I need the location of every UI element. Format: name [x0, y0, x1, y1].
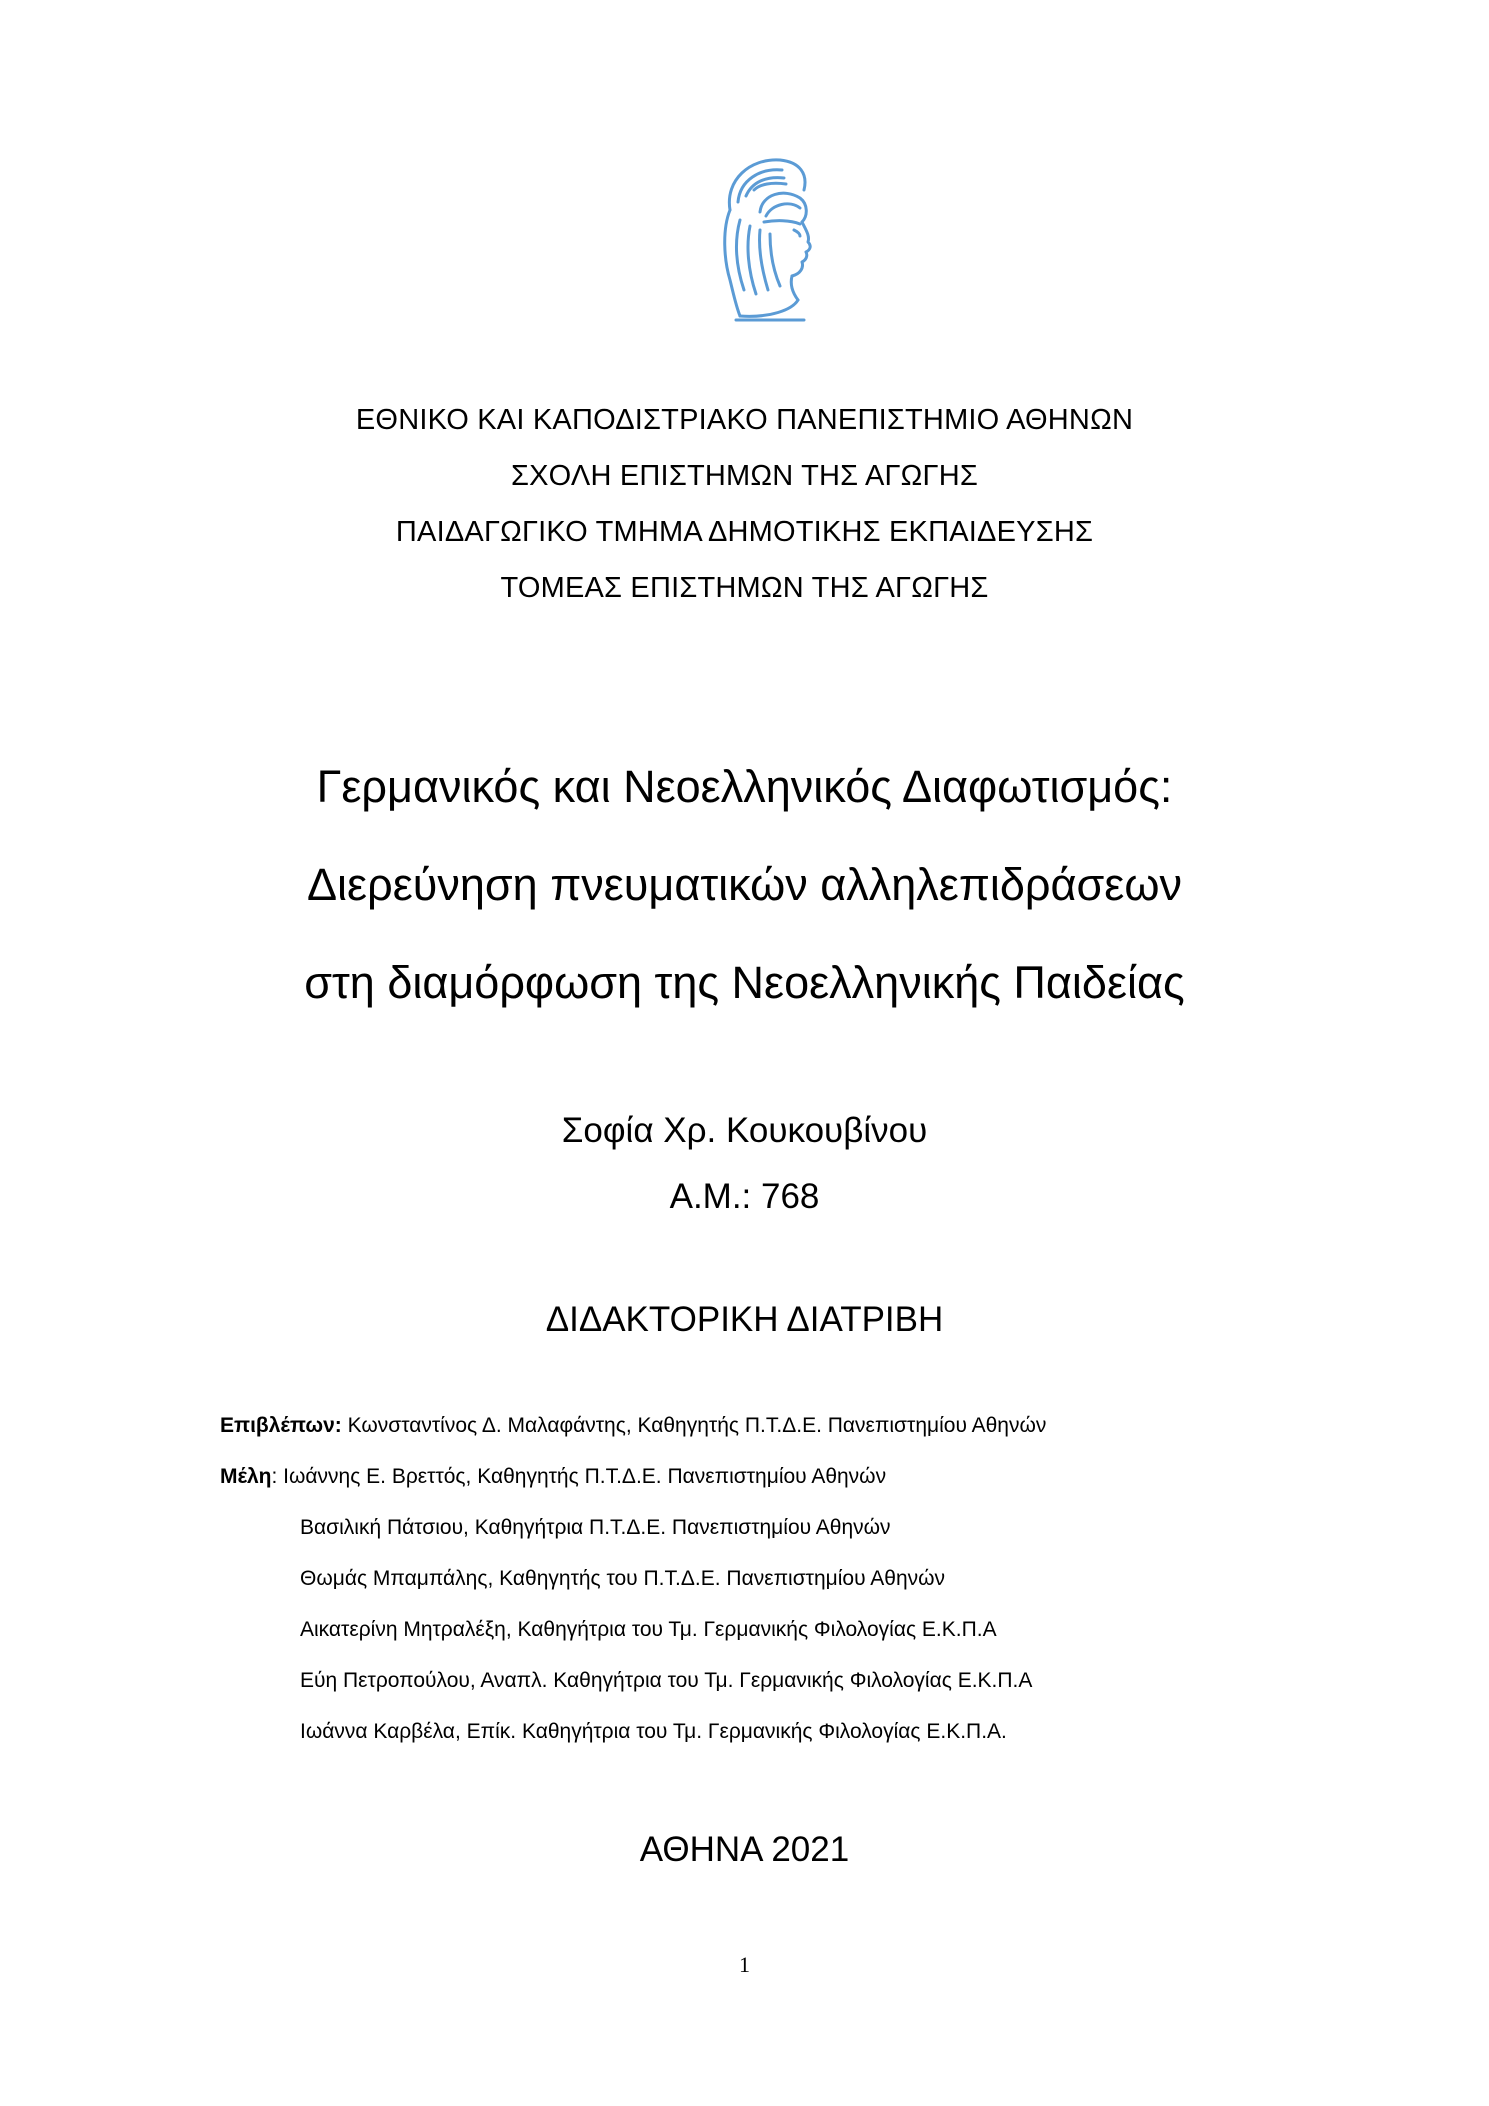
page-number: 1: [739, 1952, 750, 1977]
committee-block: [220, 1400, 1320, 1757]
athena-head-emblem-icon: [700, 150, 830, 325]
university-logo: [700, 150, 830, 325]
thesis-title-line: Γερμανικός και Νεοελληνικός Διαφωτισμός:: [316, 761, 1173, 812]
committee-member: : Ιωάννης Ε. Βρεττός, Καθηγητής Π.Τ.Δ.Ε. Πανεπιστημίου Αθηνών: [271, 1465, 887, 1488]
department-name: ΠΑΙΔΑΓΩΓΙΚΟ ΤΜΗΜΑ ΔΗΜΟΤΙΚΗΣ ΕΚΠΑΙΔΕΥΣΗΣ: [395, 516, 1094, 548]
place-date: ΑΘΗΝΑ 2021: [639, 1830, 850, 1869]
supervisor-row: [220, 1400, 1320, 1451]
registration-number: Α.Μ.: 768: [669, 1177, 820, 1216]
committee-member: Ιωάννα Καρβέλα, Επίκ. Καθηγήτρια του Τμ. Γερμανικής Φιλολογίας Ε.Κ.Π.Α.: [300, 1720, 1007, 1743]
school-name: ΣΧΟΛΗ ΕΠΙΣΤΗΜΩΝ ΤΗΣ ΑΓΩΓΗΣ: [511, 460, 978, 492]
members-label: Μέλη: [220, 1465, 272, 1488]
university-name: ΕΘΝΙΚΟ ΚΑΙ ΚΑΠΟΔΙΣΤΡΙΑΚΟ ΠΑΝΕΠΙΣΤΗΜΙΟ ΑΘΗΝΩΝ: [355, 404, 1134, 436]
committee-member: Αικατερίνη Μητραλέξη, Καθηγήτρια του Τμ. Γερμανικής Φιλολογίας Ε.Κ.Π.Α: [300, 1618, 997, 1641]
supervisor-name: Κωνσταντίνος Δ. Μαλαφάντης, Καθηγητής Π.Τ.Δ.Ε. Πανεπιστημίου Αθηνών: [341, 1414, 1047, 1437]
members-row: [220, 1451, 1320, 1502]
section-name: ΤΟΜΕΑΣ ΕΠΙΣΤΗΜΩΝ ΤΗΣ ΑΓΩΓΗΣ: [500, 572, 989, 604]
institution-block: [0, 392, 1489, 616]
document-type: ΔΙΔΑΚΤΟΡΙΚΗ ΔΙΑΤΡΙΒΗ: [545, 1300, 944, 1339]
author-name: Σοφία Χρ. Κουκουβίνου: [561, 1111, 928, 1150]
thesis-title-line: στη διαμόρφωση της Νεοελληνικής Παιδείας: [304, 957, 1185, 1008]
committee-member: Εύη Πετροπούλου, Αναπλ. Καθηγήτρια του Τμ. Γερμανικής Φιλολογίας Ε.Κ.Π.Α: [300, 1669, 1033, 1692]
thesis-title: [0, 738, 1489, 1032]
committee-member: Βασιλική Πάτσιου, Καθηγήτρια Π.Τ.Δ.Ε. Πανεπιστημίου Αθηνών: [300, 1516, 891, 1539]
committee-member: Θωμάς Μπαμπάλης, Καθηγητής του Π.Τ.Δ.Ε. Πανεπιστημίου Αθηνών: [300, 1567, 946, 1590]
supervisor-label: Επιβλέπων:: [220, 1414, 342, 1437]
author-block: [0, 1098, 1489, 1230]
thesis-title-line: Διερεύνηση πνευματικών αλληλεπιδράσεων: [306, 859, 1183, 910]
